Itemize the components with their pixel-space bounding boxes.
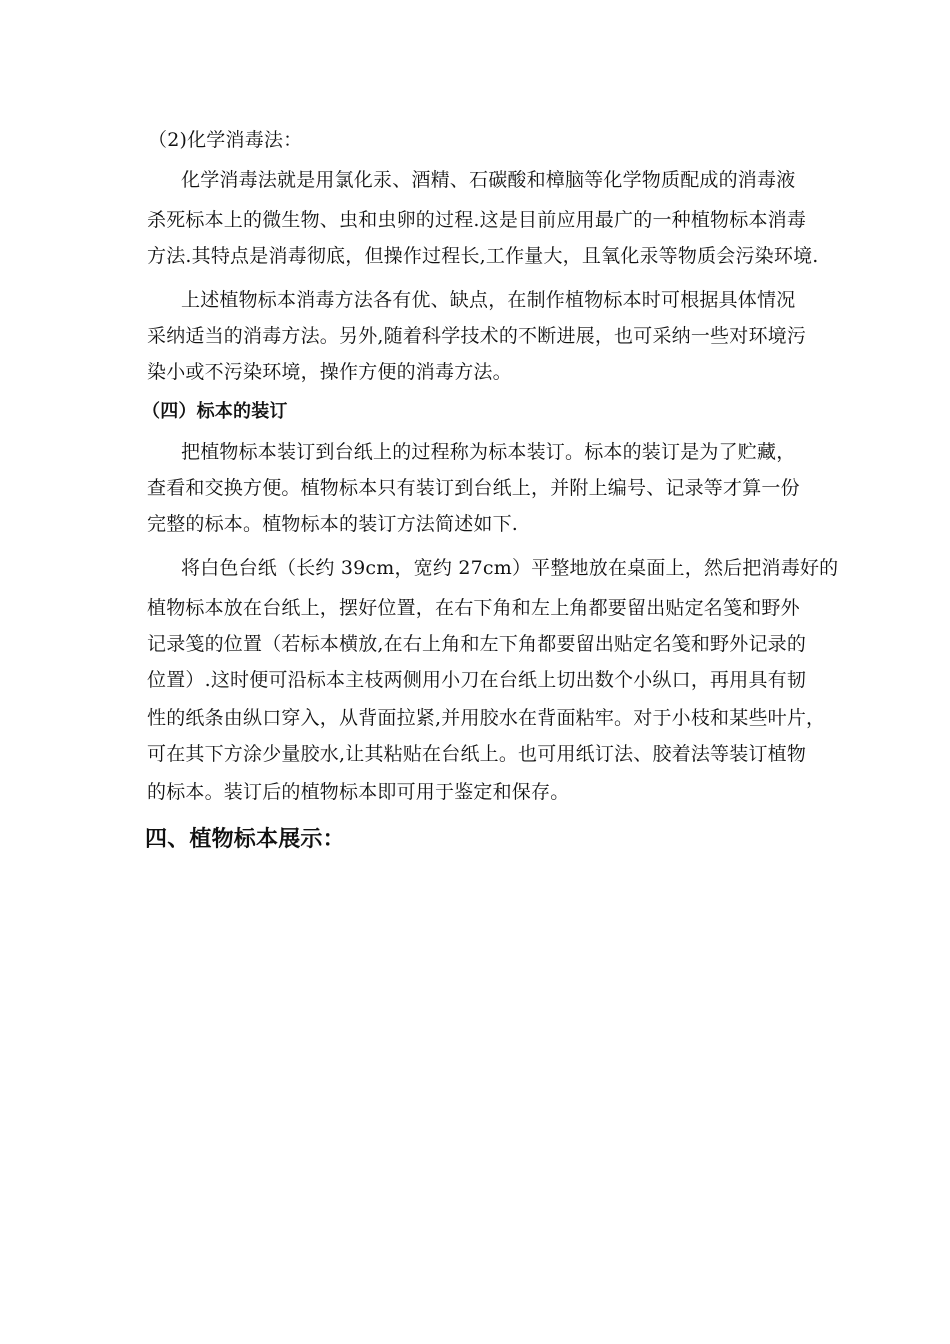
summary-paragraph-line-3: 染小或不污染环境，操作方便的消毒方法。 xyxy=(147,361,512,383)
chemical-disinfection-heading: （2)化学消毒法： xyxy=(148,129,303,151)
binding-method-line-5: 性的纸条由纵口穿入，从背面拉紧,并用胶水在背面粘牢。对于小枝和某些叶片， xyxy=(147,707,826,729)
chemical-paragraph-line-3: 方法.其特点是消毒彻底，但操作过程长,工作量大，且氧化汞等物质会污染环境. xyxy=(147,245,819,267)
summary-paragraph-line-1: 上述植物标本消毒方法各有优、缺点，在制作植物标本时可根据具体情况 xyxy=(181,289,796,311)
binding-method-line-6: 可在其下方涂少量胶水,让其粘贴在台纸上。也可用纸订法、胶着法等装订植物 xyxy=(147,743,807,765)
chemical-paragraph-line-2: 杀死标本上的微生物、虫和虫卵的过程.这是目前应用最广的一种植物标本消毒 xyxy=(147,209,807,231)
binding-method-line-7: 的标本。装订后的植物标本即可用于鉴定和保存。 xyxy=(147,781,570,803)
binding-method-line-2: 植物标本放在台纸上，摆好位置，在右下角和左上角都要留出贴定名笺和野外 xyxy=(147,597,800,619)
binding-method-line-1: 将白色台纸（长约 39cm，宽约 27cm）平整地放在桌面上，然后把消毒好的 xyxy=(181,557,839,579)
binding-method-line-4: 位置）.这时便可沿标本主枝两侧用小刀在台纸上切出数个小纵口，再用具有韧 xyxy=(147,669,807,691)
binding-method-line-3: 记录笺的位置（若标本横放,在右上角和左下角都要留出贴定名笺和野外记录的 xyxy=(147,633,807,655)
summary-paragraph-line-2: 采纳适当的消毒方法。另外,随着科学技术的不断进展，也可采纳一些对环境污 xyxy=(147,325,807,347)
specimen-display-heading: 四、植物标本展示： xyxy=(145,827,345,852)
binding-intro-line-1: 把植物标本装订到台纸上的过程称为标本装订。标本的装订是为了贮藏， xyxy=(181,441,796,463)
chemical-paragraph-line-1: 化学消毒法就是用氯化汞、酒精、石碳酸和樟脑等化学物质配成的消毒液 xyxy=(181,169,796,191)
specimen-binding-heading: （四）标本的装订 xyxy=(142,401,288,422)
binding-intro-line-3: 完整的标本。植物标本的装订方法简述如下. xyxy=(147,513,519,535)
binding-intro-line-2: 查看和交换方便。植物标本只有装订到台纸上，并附上编号、记录等才算一份 xyxy=(147,477,800,499)
